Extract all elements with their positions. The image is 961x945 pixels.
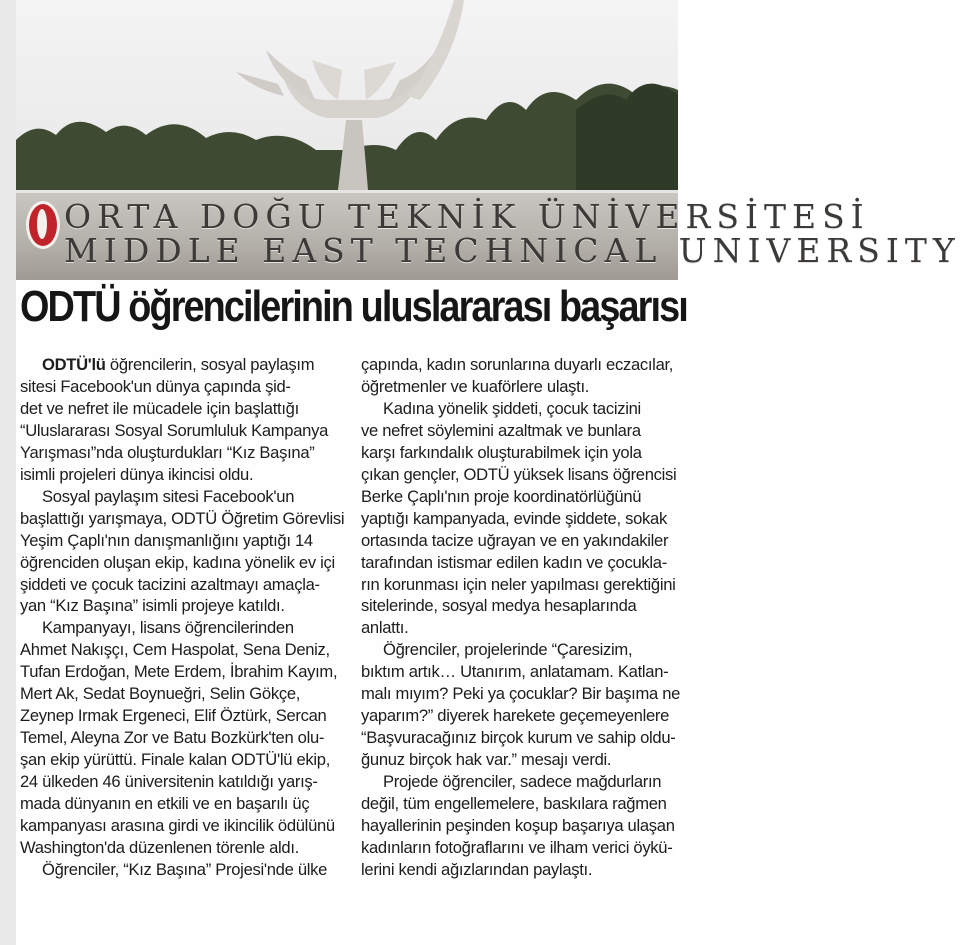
sign-text-english: MIDDLE EAST TECHNICAL UNIVERSITY	[64, 231, 961, 270]
body-line: Washington'da düzenlenen törenle aldı.	[20, 837, 299, 857]
body-line: yaparım?” diyerek harekete geçemeyenlere	[361, 706, 670, 726]
monument-illustration	[16, 0, 678, 200]
body-line: “Başvuracağınız birçok kurum ve sahip oldu-	[361, 728, 676, 748]
body-line: bıktım artık… Utanırım, anlatamam. Katlan-	[361, 662, 669, 682]
body-line: ğunuz birçok hak var.” mesajı verdi.	[361, 750, 612, 770]
body-line: 24 ülkeden 46 üniversitenin katıldığı yarış-	[20, 772, 318, 792]
body-line: Kadına yönelik şiddeti, çocuk tacizini	[383, 398, 641, 418]
body-line: tarafından istismar edilen kadın ve çocukla-	[361, 552, 667, 572]
body-line: karşı farkındalık oluşturabilmek için yola	[361, 442, 642, 462]
body-line: Tufan Erdoğan, Mete Erdem, İbrahim Kayım,	[20, 662, 338, 682]
lead-bold: ODTÜ'lü	[42, 355, 106, 374]
body-line: Yeşim Çaplı'nın danışmanlığını yaptığı 14	[20, 530, 313, 550]
body-line: Öğrenciler, projelerinde “Çaresizim,	[383, 640, 633, 660]
body-line: mada dünyanın en etkili ve en başarılı üç	[20, 794, 310, 814]
body-line: başlattığı yarışmaya, ODTÜ Öğretim Görevlisi	[20, 508, 345, 528]
body-line: sitelerinde, sosyal medya hesaplarında	[361, 596, 637, 616]
body-line: Projede öğrenciler, sadece mağdurların	[383, 772, 662, 792]
article-column-left	[20, 354, 350, 881]
body-line: öğretmenler ve kuaförlere ulaştı.	[361, 376, 590, 396]
page-margin	[0, 0, 16, 945]
body-line: Temel, Aleyna Zor ve Batu Bozkürk'ten olu-	[20, 728, 325, 748]
body-line: malı mıyım? Peki ya çocuklar? Bir başıma ne	[361, 684, 681, 704]
article-column-right	[361, 354, 679, 881]
body-line: Zeynep Irmak Ergeneci, Elif Öztürk, Sercan	[20, 706, 327, 726]
body-line: Ahmet Nakışçı, Cem Haspolat, Sena Deniz,	[20, 640, 330, 660]
body-line: yan “Kız Başına” isimli projeye katıldı.	[20, 596, 285, 616]
body-line: hayallerinin peşinden koşup başarıya ulaşan	[361, 816, 675, 836]
body-line: öğrenciden oluşan ekip, kadına yönelik ev içi	[20, 552, 335, 572]
body-line: Mert Ak, Sedat Boynueğri, Selin Gökçe,	[20, 684, 301, 704]
body-line: Yarışması”nda oluşturdukları “Kız Başına”	[20, 442, 315, 462]
body-line: rın korunması için neler yapılması gerektiğini	[361, 574, 676, 594]
body-line: isimli projeleri dünya ikincisi oldu.	[20, 464, 254, 484]
campus-photo	[16, 0, 961, 280]
odtu-logo	[26, 201, 60, 249]
body-line: sitesi Facebook'un dünya çapında şid-	[20, 376, 291, 396]
body-line: Kampanyayı, lisans öğrencilerinden	[42, 618, 294, 638]
body-line: Öğrenciler, “Kız Başına” Projesi'nde ülke	[42, 859, 328, 879]
body-line: Sosyal paylaşım sitesi Facebook'un	[42, 486, 295, 506]
body-line: anlattı.	[361, 618, 409, 638]
article-headline: ODTÜ öğrencilerinin uluslararası başarısı	[20, 282, 687, 331]
body-line: kampanyası arasına girdi ve ikincilik ödülünü	[20, 816, 335, 836]
body-line: “Uluslararası Sosyal Sorumluluk Kampanya	[20, 420, 329, 440]
body-line: şan ekip yürüttü. Finale kalan ODTÜ'lü ekip,	[20, 750, 331, 770]
body-line: ortasında tacize uğrayan ve en yakındakiler	[361, 530, 669, 550]
body-line: kadınların fotoğraflarını ve ilham verici öykü-	[361, 837, 673, 857]
body-line: ve nefret söylemini azaltmak ve bunlara	[361, 420, 641, 440]
body-line: ODTÜ'lü öğrencilerin, sosyal paylaşım	[42, 355, 315, 374]
body-line: yaptığı kampanyada, evinde şiddete, sokak	[361, 508, 667, 528]
university-sign	[16, 193, 961, 280]
body-line: Berke Çaplı'nın proje koordinatörlüğünü	[361, 486, 642, 506]
body-line: değil, tüm engellemelere, baskılara rağmen	[361, 794, 667, 814]
body-line: det ve nefret ile mücadele için başlattığı	[20, 398, 299, 418]
body-line: şiddeti ve çocuk tacizini azaltmayı amaçla-	[20, 574, 320, 594]
body-line: çapında, kadın sorunlarına duyarlı eczacılar,	[361, 355, 674, 374]
body-line: çıkan gençler, ODTÜ yüksek lisans öğrencisi	[361, 464, 677, 484]
body-line: lerini kendi ağızlarından paylaştı.	[361, 859, 593, 879]
sign-text-turkish: ORTA DOĞU TEKNİK ÜNİVERSİTESİ	[64, 197, 870, 236]
